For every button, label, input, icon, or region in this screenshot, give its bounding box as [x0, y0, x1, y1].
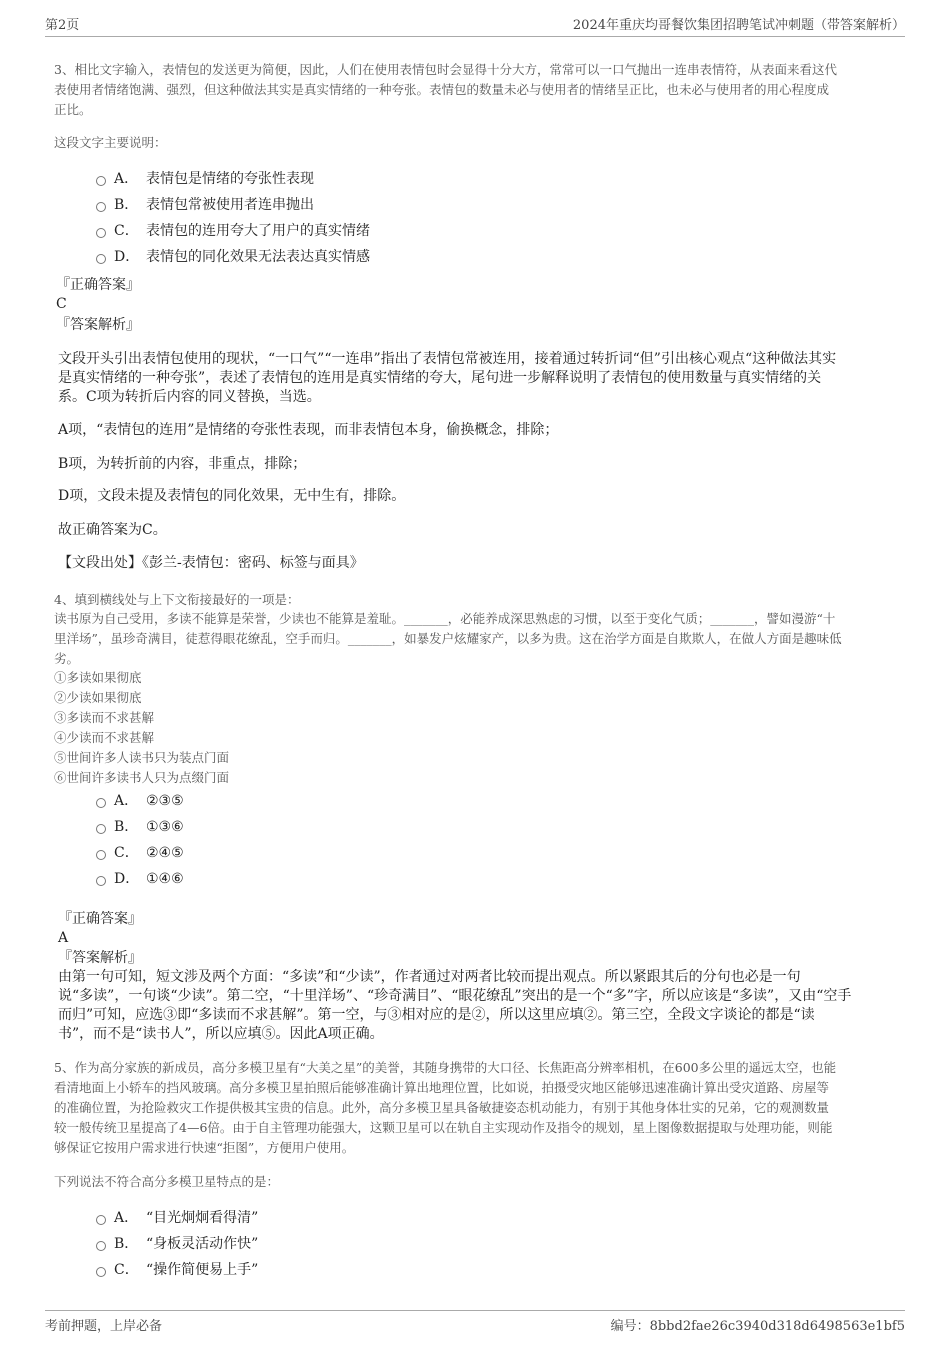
- q3-answer-label: 『正确答案』: [56, 277, 140, 293]
- radio-icon[interactable]: [96, 876, 106, 886]
- radio-icon[interactable]: [96, 798, 106, 808]
- q4-analysis-label: 『答案解析』: [58, 950, 142, 966]
- q3-source: 【文段出处】《彭兰-表情包：密码、标签与面具》: [58, 555, 364, 571]
- q4-item-list: [54, 668, 229, 788]
- q3-option-b[interactable]: B． 表情包常被使用者连串抛出: [96, 195, 314, 215]
- q5-stem: 5、作为高分家族的新成员，高分多模卫星有“大美之星”的美誉，其随身携带的大口径、长焦距高分辨率相机，在600多公里的遥远太空，也能 看清地面上小轿车的挡风玻璃。高分多模卫星拍照后能够准确计算出地理位置，比如说，拍摄受灾地区能够迅速准确计算出受灾道路、房屋等 的准确位置，为抢险救灾工作提供极其宝贵的信息。此外，高分多模卫星具备敏捷姿态机动能力，有别于其他身体壮实的兄弟，它的观测数量 较一般传统卫星提高了4—6倍。由于自主管理功能强大，这颗卫星可以在轨自主实现动作及指令的规划，星上图像数据提取与处理功能，则能 够保证它按用户需求进行快速“拒图”，方便用户使用。: [54, 1060, 837, 1155]
- q3-option-c[interactable]: C． 表情包的连用夸大了用户的真实情绪: [96, 221, 370, 241]
- list-item: ①多读如果彻底: [54, 670, 142, 685]
- q5-option-b[interactable]: B． “身板灵活动作快”: [96, 1234, 258, 1254]
- q3-answer: C: [56, 296, 67, 312]
- q3-analysis-d: D项，文段未提及表情包的同化效果，无中生有，排除。: [58, 488, 406, 504]
- q5-option-a[interactable]: A． “目光炯炯看得清”: [96, 1208, 258, 1228]
- list-item: ③多读而不求甚解: [54, 710, 155, 725]
- radio-icon[interactable]: [96, 1267, 106, 1277]
- footer-slogan: 考前押题，上岸必备: [45, 1319, 163, 1334]
- radio-icon[interactable]: [96, 228, 106, 238]
- radio-icon[interactable]: [96, 202, 106, 212]
- document-id: 编号：8bbd2fae26c3940d318d6498563e1bf5: [610, 1319, 905, 1334]
- document-title: 2024年重庆均哥餐饮集团招聘笔试冲刺题（带答案解析）: [572, 18, 905, 33]
- q3-analysis-a: A项，“表情包的连用”是情绪的夸张性表现，而非表情包本身，偷换概念，排除；: [58, 422, 559, 438]
- q4-option-d[interactable]: D． ①④⑥: [96, 869, 184, 889]
- list-item: ④少读而不求甚解: [54, 730, 155, 745]
- list-item: ⑥世间许多读书人只为点缀门面: [54, 770, 230, 785]
- q3-analysis-label: 『答案解析』: [56, 317, 140, 333]
- q4-option-b[interactable]: B． ①③⑥: [96, 817, 184, 837]
- q3-analysis-b: B项，为转折前的内容，非重点，排除；: [58, 456, 307, 472]
- radio-icon[interactable]: [96, 254, 106, 264]
- list-item: ⑤世间许多人读书只为装点门面: [54, 750, 230, 765]
- q4-option-a[interactable]: A． ②③⑤: [96, 791, 184, 811]
- q3-stem: 3、相比文字输入，表情包的发送更为简便，因此，人们在使用表情包时会显得十分大方，常常可以一口气抛出一连串表情符，从表面来看这代 表使用者情绪饱满、强烈，但这种做法其实是真实情绪的一种夸张。表情包的数量未必与使用者的情绪呈正比，也未必与使用者的用心程度成 正比。: [54, 62, 837, 117]
- q4-analysis: 由第一句可知，短文涉及两个方面：“多读”和“少读”，作者通过对两者比较而提出观点。所以紧跟其后的分句也必是一句 说“多读”，一句谈“少读”。第二空，“十里洋场”、“珍奇满目”、“眼花缭乱”突出的是一个“多”字，所以应该是“多读”，又由“空手 而归”可知，应选③即“多读而不求甚解”。第一空，与③相对应的是②，所以这里应填②。第三空，全段文字谈论的都是“读 书”，而不是“读书人”，所以应填⑤。因此A项正确。: [58, 969, 852, 1042]
- q3-option-d[interactable]: D． 表情包的同化效果无法表达真实情感: [96, 247, 370, 267]
- radio-icon[interactable]: [96, 824, 106, 834]
- q5-prompt: 下列说法不符合高分多模卫星特点的是：: [54, 1174, 280, 1189]
- q3-option-a[interactable]: A． 表情包是情绪的夸张性表现: [96, 169, 314, 189]
- list-item: ②少读如果彻底: [54, 690, 142, 705]
- q3-analysis-paragraph: 文段开头引出表情包使用的现状，“一口气”“一连串”指出了表情包常被连用，接着通过转折词“但”引出核心观点“这种做法其实 是真实情绪的一种夸张”，表述了表情包的连用是真实情绪的夸大，尾句进一步解释说明了表情包的使用数量与真实情绪的关 系。C项为转折后内容的同义替换，当选。: [58, 351, 837, 405]
- radio-icon[interactable]: [96, 850, 106, 860]
- page-footer: [45, 1310, 905, 1336]
- q4-text: 读书原为自己受用，多读不能算是荣誉，少读也不能算是羞耻。_______，必能养成深思熟虑的习惯，以至于变化气质；_______，譬如漫游“十 里洋场”，虽珍奇满目，徒惹得眼花缭乱，空手而归。_______，如暴发户炫耀家产，以多为贵。这在治学方面是自欺欺人，在做人方面是趣味低 劣。: [54, 611, 842, 666]
- page-number: 第2页: [45, 18, 80, 33]
- q3-analysis-conclusion: 故正确答案为C。: [58, 522, 167, 538]
- radio-icon[interactable]: [96, 1215, 106, 1225]
- q5-option-c[interactable]: C． “操作简便易上手”: [96, 1260, 258, 1280]
- radio-icon[interactable]: [96, 176, 106, 186]
- q4-answer: A: [58, 930, 69, 946]
- radio-icon[interactable]: [96, 1241, 106, 1251]
- q4-option-c[interactable]: C． ②④⑤: [96, 843, 184, 863]
- q3-prompt: 这段文字主要说明：: [54, 135, 167, 150]
- q4-answer-label: 『正确答案』: [58, 911, 142, 927]
- page-header: [45, 14, 905, 37]
- q4-stem: 4、填到横线处与上下文衔接最好的一项是：: [54, 592, 300, 607]
